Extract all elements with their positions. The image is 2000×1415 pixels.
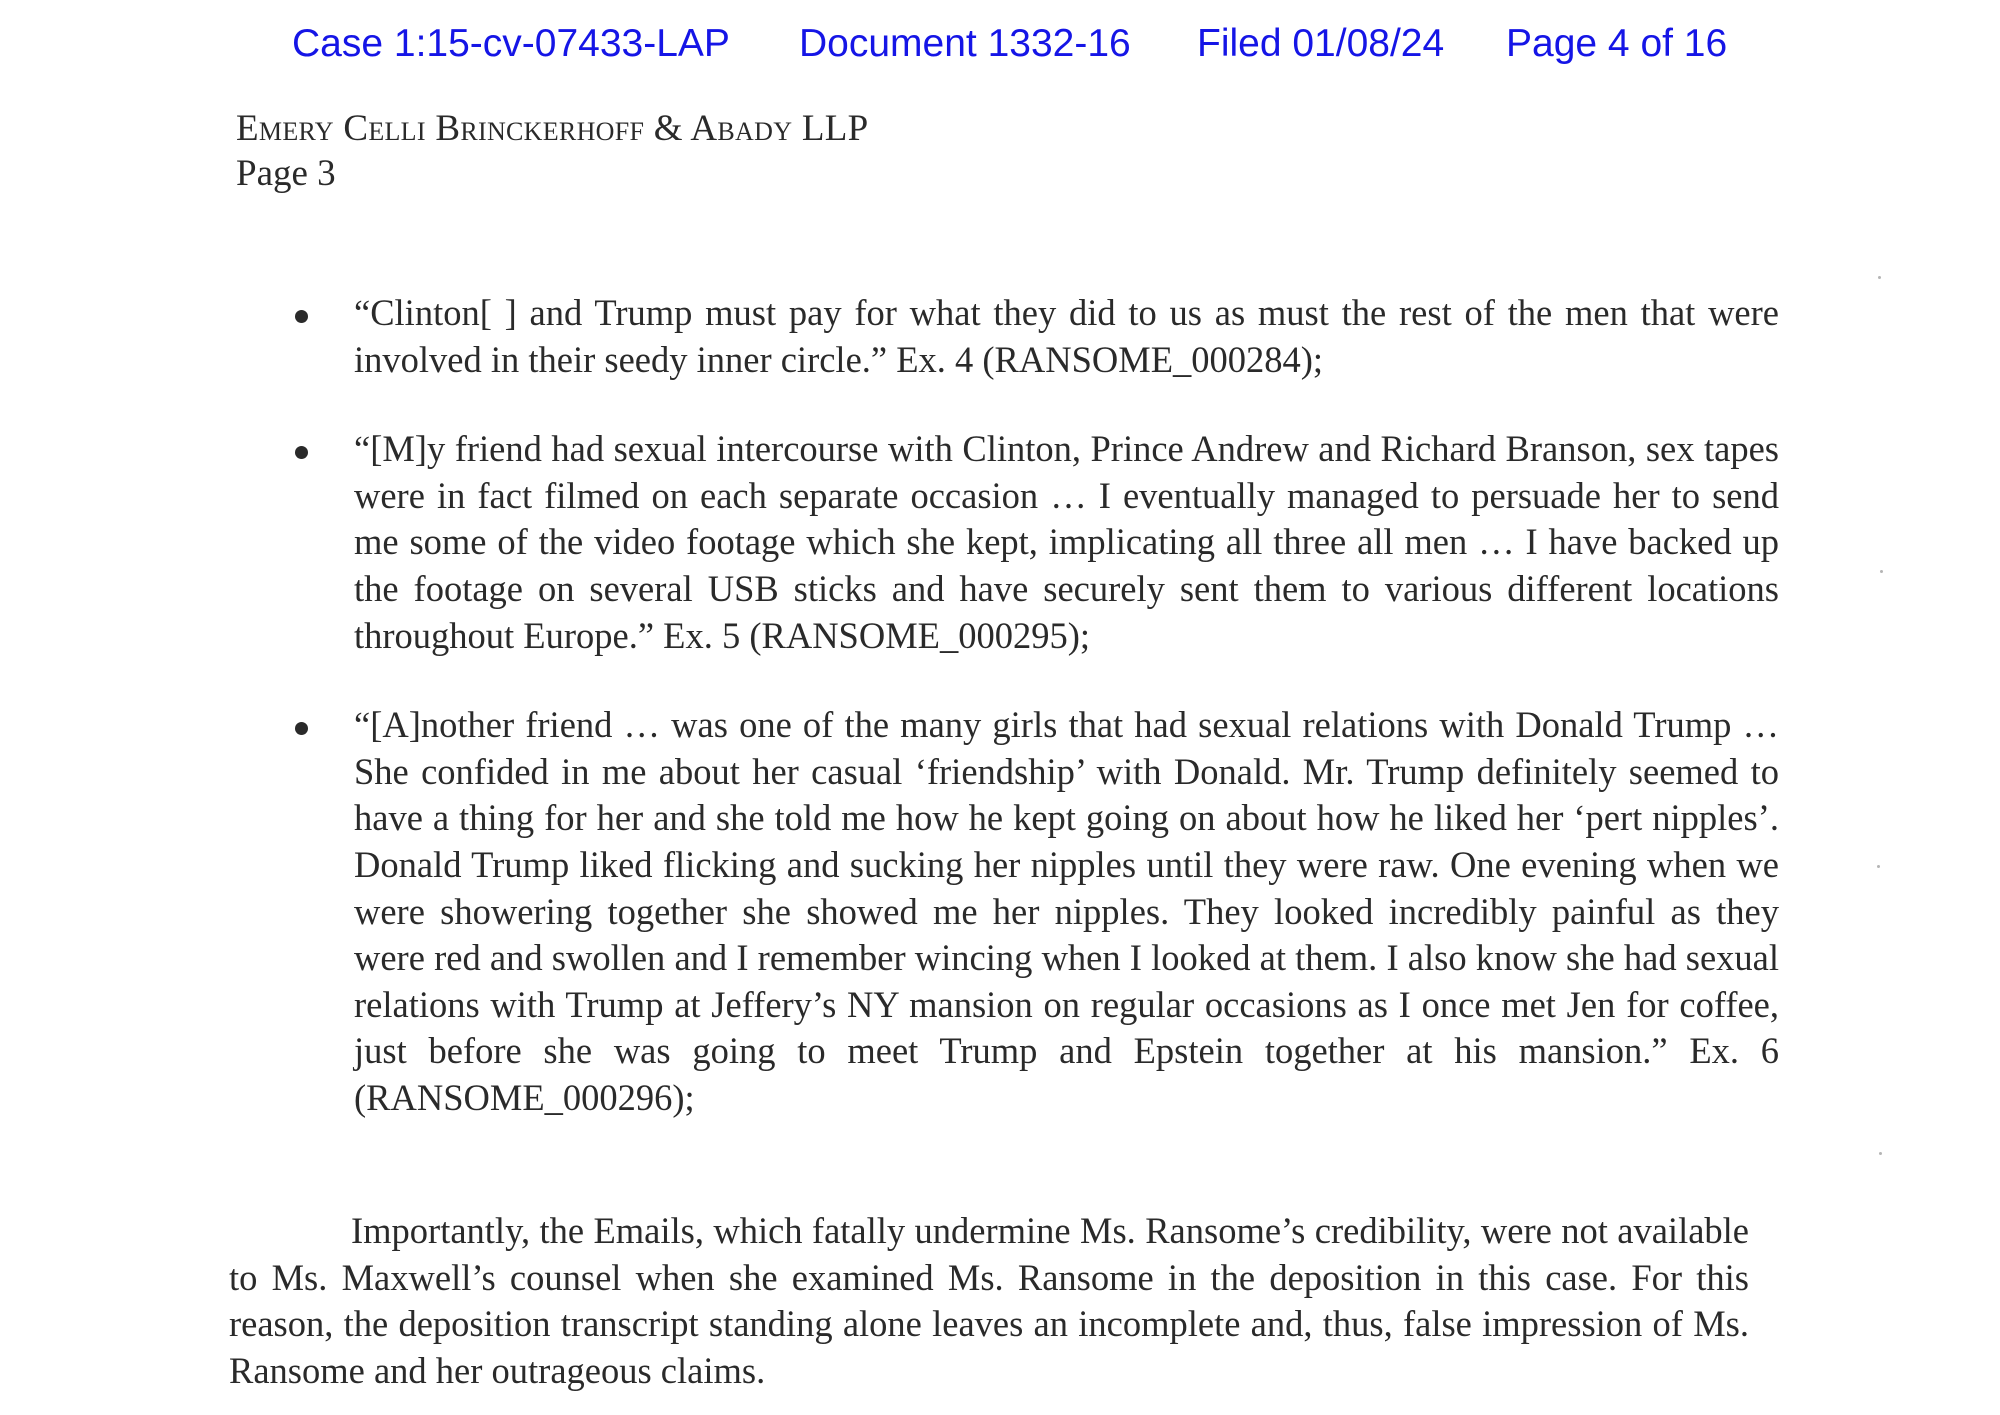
- list-item: [0, 290, 2000, 383]
- quoted-email-list: [0, 290, 2000, 1165]
- scan-speck: [1878, 276, 1881, 279]
- scan-speck: [1877, 865, 1880, 868]
- bullet-icon: [295, 722, 308, 735]
- quote-text: “[A]nother friend … was one of the many girls that had sexual relations with Donald Trump … She confided in me about her casual ‘friendship’ with Donald. Mr. Trump definitely seemed to have a thing for her and she told me how he kept going on about how he liked her ‘pert nipples’. Donald Trump liked flicking and sucking her nipples until they were raw. One evening when we were showering together she showed me her nipples. They looked incredibly painful as they were red and swollen and I remember wincing when I looked at them. I also know she had sexual relations with Trump at Jeffery’s NY mansion on regular occasions as I once met Jen for coffee, just before she was going to meet Trump and Epstein together at his mansion.” Ex. 6 (RANSOME_000296);: [354, 704, 1779, 1118]
- list-item: [0, 426, 2000, 659]
- quote-text: “Clinton[ ] and Trump must pay for what they did to us as must the rest of the men that were involved in their seedy inner circle.” Ex. 4 (RANSOME_000284);: [354, 292, 1779, 380]
- scan-speck: [1880, 570, 1883, 573]
- scan-speck: [1879, 1152, 1882, 1155]
- case-filing-header: [292, 22, 1752, 70]
- bullet-icon: [295, 446, 308, 459]
- letter-page-label: Page 3: [236, 153, 336, 194]
- closing-paragraph: Importantly, the Emails, which fatally undermine Ms. Ransome’s credibility, were not available to Ms. Maxwell’s counsel when she examined Ms. Ransome in the deposition in this case. For this reason, the deposition transcript standing alone leaves an incomplete and, thus, false impression of Ms. Ransome and her outrageous claims.: [229, 1210, 1749, 1392]
- quote-text: “[M]y friend had sexual intercourse with Clinton, Prince Andrew and Richard Branson, sex tapes were in fact filmed on each separate occasion … I eventually managed to persuade her to send me some of the video footage which she kept, implicating all three all men … I have backed up the footage on several USB sticks and have securely sent them to various different locations throughout Europe.” Ex. 5 (RANSOME_000295);: [354, 428, 1779, 656]
- firm-name: Emery Celli Brinckerhoff & Abady LLP: [236, 108, 869, 149]
- page-count: Page 4 of 16: [1506, 22, 1728, 65]
- bullet-icon: [295, 310, 308, 323]
- case-number: Case 1:15-cv-07433-LAP: [292, 22, 730, 65]
- filed-date: Filed 01/08/24: [1197, 22, 1445, 65]
- document-number: Document 1332-16: [799, 22, 1131, 65]
- list-item: [0, 702, 2000, 1121]
